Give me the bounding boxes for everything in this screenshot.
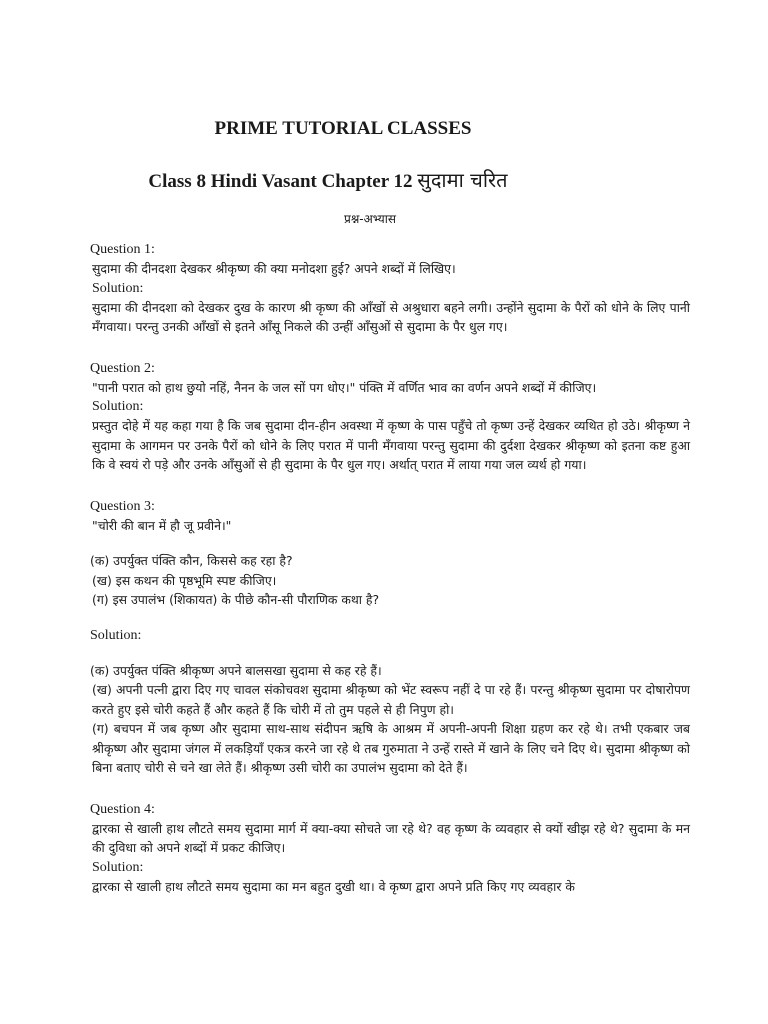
- question-1-text: सुदामा की दीनदशा देखकर श्रीकृष्ण की क्या मनोदशा हुई? अपने शब्दों में लिखिए।: [92, 261, 456, 276]
- question-1-solution-label: Solution:: [92, 280, 144, 296]
- question-4-label: Question 4:: [90, 801, 155, 817]
- question-4-solution: द्वारका से खाली हाथ लौटते समय सुदामा का मन बहुत दुखी था। वे कृष्ण द्वारा अपने प्रति किए गए व्यवहार के: [92, 878, 575, 894]
- question-3-label: Question 3:: [90, 498, 155, 514]
- question-3-text: "चोरी की बान में हौ जू प्रवीने।": [92, 517, 232, 533]
- document-title: PRIME TUTORIAL CLASSES: [214, 118, 472, 139]
- question-4-solution-label: Solution:: [92, 859, 144, 875]
- question-3-part: (ग) इस उपालंभ (शिकायत) के पीछे कौन-सी पौराणिक कथा है?: [92, 592, 380, 607]
- question-1-solution: सुदामा की दीनदशा को देखकर दुख के कारण श्री कृष्ण की आँखों से अश्रुधारा बहने लगी। उन्होंने सुदामा के पैरों को धोने के लिए पानी मँगवाया। परन्तु उनकी आँखों से इतने आँसू निकले की उन्हीं आँसुओं से सुदामा के पैर धुल गए।: [92, 299, 690, 334]
- question-3-answer: (ख) अपनी पत्नी द्वारा दिए गए चावल संकोचवश सुदामा श्रीकृष्ण को भेंट स्वरूप नहीं दे पा रहे हैं। परन्तु श्रीकृष्ण सुदामा पर दोषारोपण करते हुए इसे चोरी कहते हैं और कहते हैं कि चोरी में तो तुम पहले से ही निपुण हो।: [92, 682, 690, 717]
- question-2-text: "पानी परात को हाथ छुयो नहिं, नैनन के जल सों पग धोए।" पंक्ति में वर्णित भाव का वर्णन अपने शब्दों में कीजिए।: [92, 379, 597, 395]
- chapter-title: [0, 166, 656, 193]
- question-3-answer: (ग) बचपन में जब कृष्ण और सुदामा साथ-साथ संदीपन ऋषि के आश्रम में अपनी-अपनी शिक्षा ग्रहण कर रहे थे। तभी एकबार जब श्रीकृष्ण और सुदामा जंगल में लकड़ियाँ एकत्र करने जा रहे थे तब गुरुमाता ने उन्हें रास्ते में खाने के लिए चने दिए थे। सुदामा श्रीकृष्ण को बिना बताए चोरी से चने खा लेते हैं। श्रीकृष्ण उसी चोरी का उपालंभ सुदामा को देते हैं।: [92, 721, 690, 775]
- question-1-label: Question 1:: [90, 242, 155, 257]
- question-3-solution-label: Solution:: [90, 627, 142, 643]
- chapter-title-english: Class 8 Hindi Vasant Chapter 12: [148, 171, 418, 192]
- question-2-label: Question 2:: [90, 360, 155, 376]
- question-3-answer: (क) उपर्युक्त पंक्ति श्रीकृष्ण अपने बालसखा सुदामा से कह रहे हैं।: [90, 662, 382, 678]
- question-2-solution: प्रस्तुत दोहे में यह कहा गया है कि जब सुदामा दीन-हीन अवस्था में कृष्ण के पास पहुँचे तो कृष्ण उन्हें देखकर व्यथित हो उठे। श्रीकृष्ण ने सुदामा के आगमन पर उनके पैरों को धोने के लिए परात में पानी मँगवाया परन्तु सुदामा की दुर्दशा देखकर श्रीकृष्ण को इतना कष्ट हुआ कि वे स्वयं रो पड़े और उनके आँसुओं से ही सुदामा के पैर धुल गए। अर्थात् परात में लाया गया जल व्यर्थ हो गया।: [92, 418, 690, 472]
- question-2-solution-label: Solution:: [92, 399, 144, 414]
- section-heading: प्रश्न-अभ्यास: [344, 212, 396, 226]
- question-3-part: (क) उपर्युक्त पंक्ति कौन, किससे कह रहा है?: [90, 553, 293, 568]
- document-body: [90, 240, 690, 896]
- question-4-text: द्वारका से खाली हाथ लौटते समय सुदामा मार्ग में क्या-क्या सोचते जा रहे थे? वह कृष्ण के व्यवहार से क्यों खीझ रहे थे? सुदामा के मन की दुविधा को अपने शब्दों में प्रकट कीजिए।: [92, 820, 690, 855]
- question-3-part: (ख) इस कथन की पृष्ठभूमि स्पष्ट कीजिए।: [92, 572, 277, 588]
- chapter-title-hindi: सुदामा चरित: [417, 168, 508, 192]
